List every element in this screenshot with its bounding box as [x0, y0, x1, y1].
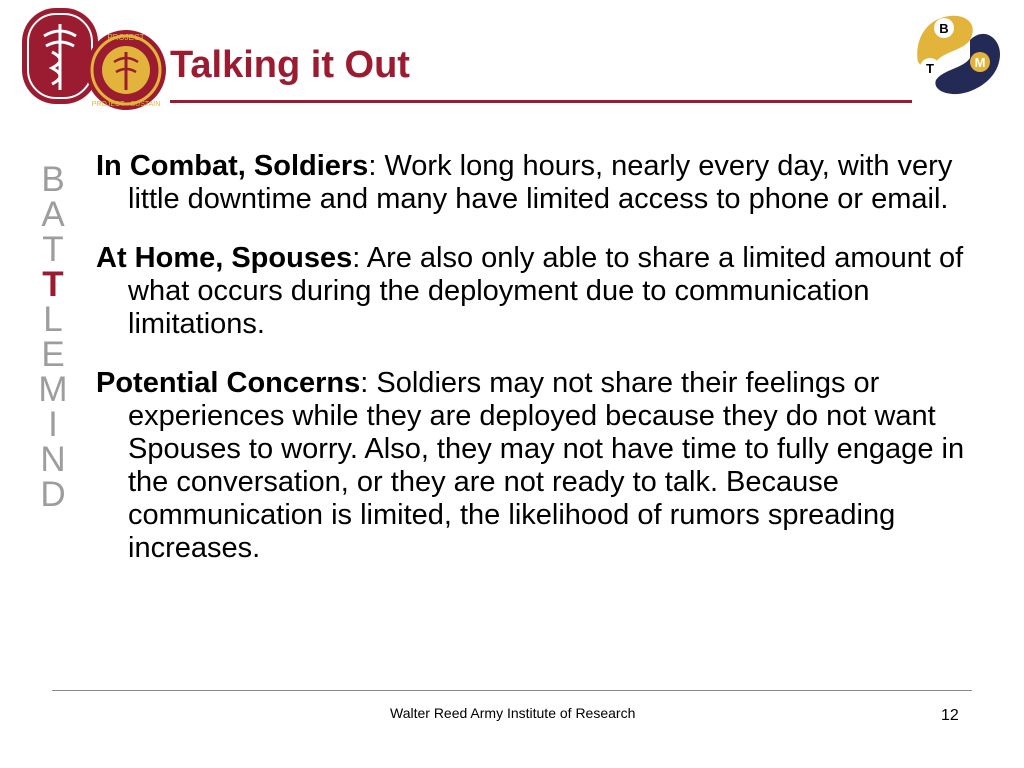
paragraph-concerns [96, 367, 986, 565]
footer-divider [52, 690, 972, 691]
battlemind-letter: T [42, 230, 64, 269]
battlemind-letter: N [40, 440, 66, 479]
wrair-logos [22, 6, 172, 110]
slide-body [96, 150, 986, 591]
paragraph-text: : Soldiers may not share their feelings or experiences while they are deployed because they do not want Spouses to worry. Also, they may not have time to fully engage in the conversation, or they are not ready to talk. Because communication is limited, the likelihood of rumors spreading increases. [128, 367, 965, 564]
paragraph-home [96, 242, 986, 341]
title-underline [170, 100, 912, 103]
battlemind-letter: M [38, 370, 68, 409]
battlemind-letter: E [41, 335, 65, 374]
paragraph-lead: At Home, Spouses [96, 242, 353, 274]
paragraph-text: : Are also only able to share a limited amount of what occurs during the deployment due to communication limitations. [128, 242, 964, 340]
battlemind-letter: A [41, 195, 65, 234]
badge-bottom-text: PROJECT · SUSTAIN [91, 101, 161, 108]
paragraph-lead: In Combat, Soldiers [96, 150, 369, 182]
battlemind-letter: L [43, 300, 63, 339]
footer-institution: Walter Reed Army Institute of Research [390, 705, 636, 721]
btm-letter-b: B [939, 21, 949, 36]
btm-letter-m: M [974, 55, 986, 70]
battlemind-vertical [36, 162, 70, 512]
project-sustain-badge-icon [86, 30, 166, 110]
battlemind-letter: I [48, 405, 58, 444]
battlemind-letter-highlighted: T [42, 265, 64, 304]
btm-logo-icon [908, 10, 1004, 96]
medical-crest-icon [22, 8, 98, 104]
paragraph-lead: Potential Concerns [96, 367, 361, 399]
slide-title: Talking it Out [170, 44, 410, 86]
btm-letter-t: T [926, 61, 934, 76]
page-number: 12 [941, 707, 959, 724]
battlemind-letter: B [41, 160, 65, 199]
battlemind-letter: D [40, 475, 66, 514]
paragraph-text: : Work long hours, nearly every day, with very little downtime and many have limited access to phone or email. [128, 150, 953, 215]
badge-top-text: PROJECT [107, 33, 145, 42]
paragraph-combat [96, 150, 986, 216]
